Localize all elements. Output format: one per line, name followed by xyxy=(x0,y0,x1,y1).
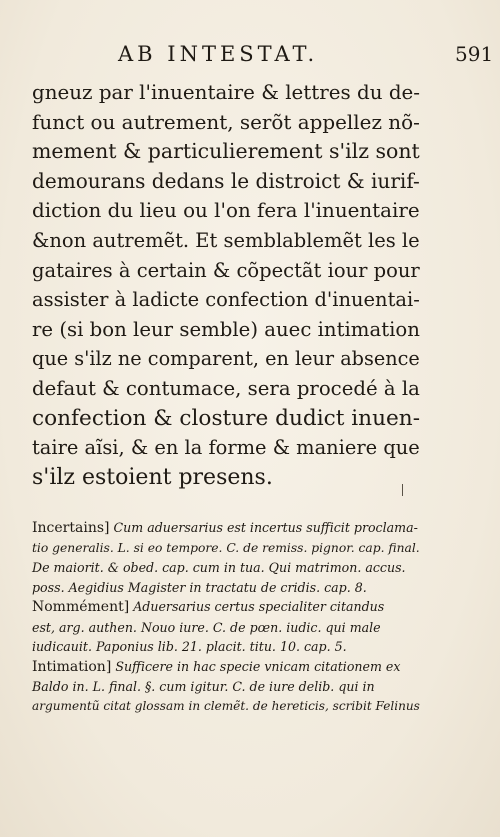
text-line: confection & closture dudict inuen- xyxy=(32,405,421,431)
note-line: est, arg. authen. Nouo iure. C. de pœn. iudic. qui male xyxy=(32,619,381,635)
note-line: iudicauit. Paponius lib. 21. placit. titu. 10. cap. 5. xyxy=(32,639,347,654)
note-lemma: Nommément] xyxy=(32,599,130,615)
note-line xyxy=(32,518,422,539)
text-line: taire aĩsi, & en la forme & maniere que xyxy=(32,436,420,460)
text-line: demourans dedans le distroict & iurif- xyxy=(32,168,420,193)
text-line: s'ilz estoient presens. xyxy=(32,464,273,490)
note-line: poss. Aegidius Magister in tractatu de cridis. cap. 8. xyxy=(32,579,367,595)
ink-mark xyxy=(402,484,403,496)
note-lemma: Incertains] xyxy=(32,520,110,536)
note-line: tio generalis. L. si eo tempore. C. de remiss. pignor. cap. final. xyxy=(32,540,420,555)
note-line xyxy=(32,657,422,678)
note-line xyxy=(32,597,422,618)
text-line: que s'ilz ne comparent, en leur absence xyxy=(32,347,420,371)
note-line: De maiorit. & obed. cap. cum in tua. Qui matrimon. accus. xyxy=(32,560,406,575)
text-line: gneuz par l'inuentaire & lettres du de- xyxy=(32,81,420,104)
note-incertains xyxy=(32,518,422,597)
note-text: Aduersarius certus specialiter citandus xyxy=(133,599,385,614)
text-line: &non autremẽt. Et semblablemẽt les le xyxy=(32,228,420,252)
note-text: Sufficere in hac specie vnicam citationem ex xyxy=(115,658,401,674)
note-line: argumentũ citat glossam in clemẽt. de hereticis, scribit Felinus xyxy=(32,698,420,713)
main-text-block xyxy=(32,78,422,492)
text-line: diction du lieu ou l'on fera l'inuentaire xyxy=(32,199,420,223)
text-line: funct ou autrement, serõt appellez nõ- xyxy=(32,110,420,134)
note-line: Baldo in. L. final. §. cum igitur. C. de iure delib. qui in xyxy=(32,679,375,694)
note-text: Cum aduersarius est incertus sufficit proclama- xyxy=(113,520,418,535)
page-number: 591 xyxy=(455,42,494,66)
running-head: AB INTESTAT. xyxy=(118,42,319,66)
page-header xyxy=(0,42,500,72)
text-line: re (si bon leur semble) auec intimation xyxy=(32,317,420,341)
note-intimation xyxy=(32,657,422,717)
note-lemma: Intimation] xyxy=(32,658,112,675)
text-line: gataires à certain & cõpectãt iour pour xyxy=(32,258,420,282)
text-line: defaut & contumace, sera procedé à la xyxy=(32,376,420,400)
text-line: mement & particulierement s'ilz sont xyxy=(32,139,420,164)
text-line: assister à ladicte confection d'inuentai- xyxy=(32,288,420,312)
marginal-notes xyxy=(32,518,422,716)
note-nommement xyxy=(32,597,422,657)
